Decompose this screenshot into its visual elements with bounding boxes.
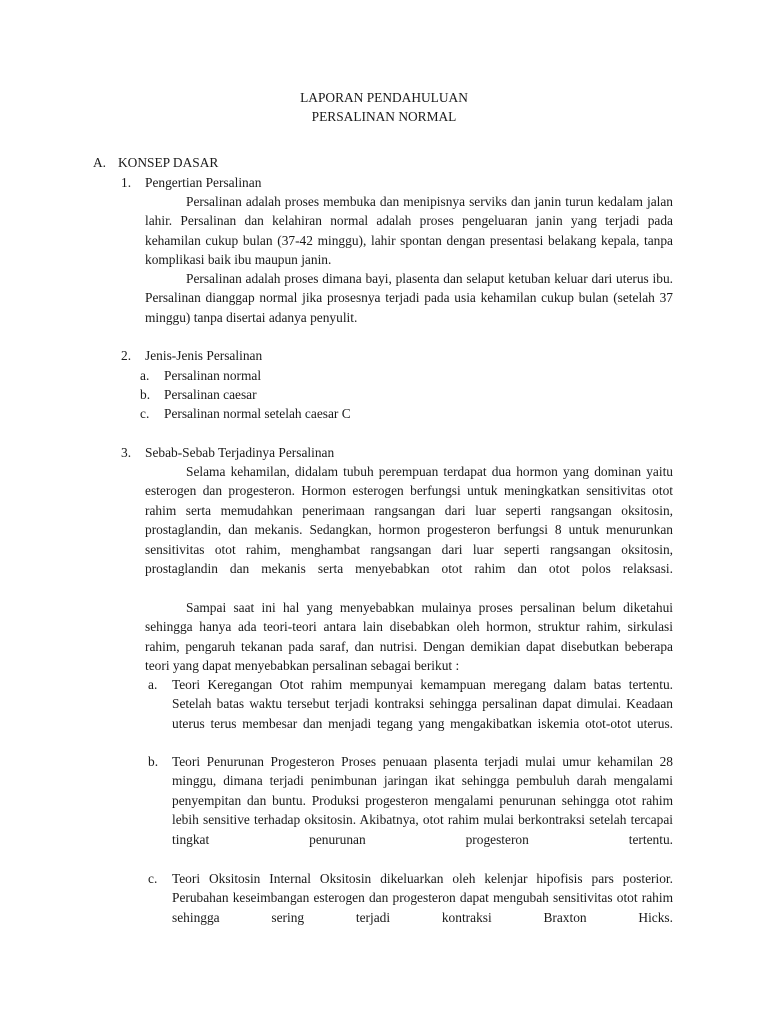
- s3-ic-line: sehingga sering terjadi kontraksi Braxton Hicks.: [172, 909, 673, 925]
- s2-item-c-text: Persalinan normal setelah caesar C: [164, 406, 351, 421]
- s3-ib-line: lebih sensitive terhadap oksitosin. Akibatnya, otot rahim mulai berkontraksi setelah tercapai: [172, 812, 673, 828]
- s1-p2-line: Persalinan dianggap normal jika prosesnya terjadi pada usia kehamilan cukup bulan (setelah 37: [145, 290, 673, 306]
- s2-item-b-text: Persalinan caesar: [164, 387, 257, 402]
- s3-p1-line: [145, 578, 673, 597]
- s1-heading: Pengertian Persalinan: [145, 175, 262, 190]
- s3-p1-line: Selama kehamilan, didalam tubuh perempuan terdapat dua hormon yang dominan yaitu: [186, 464, 673, 479]
- s3-ia-line: [172, 733, 673, 752]
- s3-ib-line: [172, 849, 673, 868]
- s1-paragraph-2: [145, 269, 673, 327]
- s3-p1-line: esterogen dan progesteron. Hormon esterogen berfungsi untuk meningkatkan sensitivitas otot: [145, 483, 673, 499]
- s3-paragraph-2: [145, 598, 673, 676]
- s1-p1-line: lahir. Persalinan dan kelahiran normal adalah proses pengeluaran janin yang terjadi pada: [145, 213, 673, 229]
- s3-item-a-text: [172, 675, 673, 753]
- s3-p1-line: prostaglandin, dan mekanis. Sedangkan, hormon progesteron berfungsi 8 untuk menurunkan: [145, 522, 673, 538]
- s3-p2-line: teori yang dapat menyebabkan persalinan sebagai berikut :: [145, 658, 460, 674]
- section-a-marker: A.: [93, 155, 107, 170]
- s3-p2-line: rahim, pengaruh tekanan pada saraf, dan nutrisi. Dengan demikian dapat disebutkan beberapa: [145, 638, 673, 654]
- document-title: [0, 88, 768, 126]
- s3-ia-line: uterus terus membesar dan menjadi tegang yang mengakibatkan iskemia otot-otot uterus.: [172, 715, 673, 731]
- s3-p2-line: Sampai saat ini hal yang menyebabkan mulainya proses persalinan belum diketahui: [186, 600, 673, 615]
- s3-ib-line: penyempitan dan buntu. Produksi progesteron mengalami penurunan sehingga otot rahim: [172, 792, 673, 808]
- s1-p1-line: kehamilan cukup bulan (37-42 minggu), lahir spontan dengan presentasi belakang kepala, tanpa: [145, 232, 673, 248]
- s3-p2-line: sehingga hanya ada teori-teori antara lain disebabkan oleh hormon, struktur rahim, sirkulasi: [145, 619, 673, 635]
- s2-item-a-marker: a.: [140, 368, 150, 383]
- s3-ic-line: Perubahan keseimbangan esterogen dan progesteron dapat mengubah sensitivitas otot rahim: [172, 890, 673, 906]
- s1-p2-line: Persalinan adalah proses dimana bayi, plasenta dan selaput ketuban keluar dari uterus ibu.: [186, 271, 673, 286]
- s3-item-c-marker: c.: [148, 871, 158, 886]
- s3-item-a-marker: a.: [148, 677, 158, 692]
- s3-item-c-text: [172, 869, 673, 927]
- s1-paragraph-1: [145, 192, 673, 270]
- s3-item-b-marker: b.: [148, 754, 159, 769]
- s2-marker: 2.: [121, 348, 132, 363]
- s3-ib-line: tingkat penurunan progesteron tertentu.: [172, 831, 673, 847]
- s3-paragraph-1: [145, 462, 673, 598]
- s1-marker: 1.: [121, 175, 132, 190]
- title-line-1: LAPORAN PENDAHULUAN: [300, 90, 468, 105]
- s1-p2-line: minggu) tanpa disertai adanya penyulit.: [145, 309, 358, 325]
- s2-item-c-marker: c.: [140, 406, 150, 421]
- s3-p1-line: prostaglandin dan mekanis serta menyebabkan otot rahim dan otot polos relaksasi.: [145, 560, 673, 576]
- s3-ib-line: Teori Penurunan Progesteron Proses penuaan plasenta terjadi mulai umur kehamilan 28: [172, 754, 673, 769]
- s2-item-b-marker: b.: [140, 387, 151, 402]
- s3-ia-line: Teori Keregangan Otot rahim mempunyai kemampuan meregang dalam batas tertentu.: [172, 677, 673, 692]
- s1-p1-line: Persalinan adalah proses membuka dan menipisnya serviks dan janin turun kedalam jalan: [186, 194, 673, 209]
- s3-ic-line: Teori Oksitosin Internal Oksitosin dikeluarkan oleh kelenjar hipofisis pars posterior.: [172, 871, 673, 886]
- s3-p1-line: rahim serta memudahkan penerimaan rangsangan dari luar seperti rangsangan oksitosin,: [145, 502, 673, 518]
- title-line-2: PERSALINAN NORMAL: [311, 109, 457, 124]
- s3-heading: Sebab-Sebab Terjadinya Persalinan: [145, 445, 335, 460]
- s3-ib-line: minggu, dimana terjadi penimbunan jaringan ikat sehingga pembuluh darah mengalami: [172, 773, 673, 789]
- s2-item-a-text: Persalinan normal: [164, 368, 262, 383]
- s3-item-b-text: [172, 752, 673, 868]
- s3-ia-line: Setelah batas waktu tersebut terjadi kontraksi sehingga persalinan dapat dimulai. Keadaan: [172, 696, 673, 712]
- s3-marker: 3.: [121, 445, 132, 460]
- s1-p1-line: komplikasi baik ibu maupun janin.: [145, 252, 332, 268]
- s2-heading: Jenis-Jenis Persalinan: [145, 348, 263, 363]
- section-a-heading: KONSEP DASAR: [118, 155, 219, 170]
- s3-p1-line: sensitivitas otot rahim, menghambat rangsangan dari luar seperti rangsangan oksitosin,: [145, 541, 673, 557]
